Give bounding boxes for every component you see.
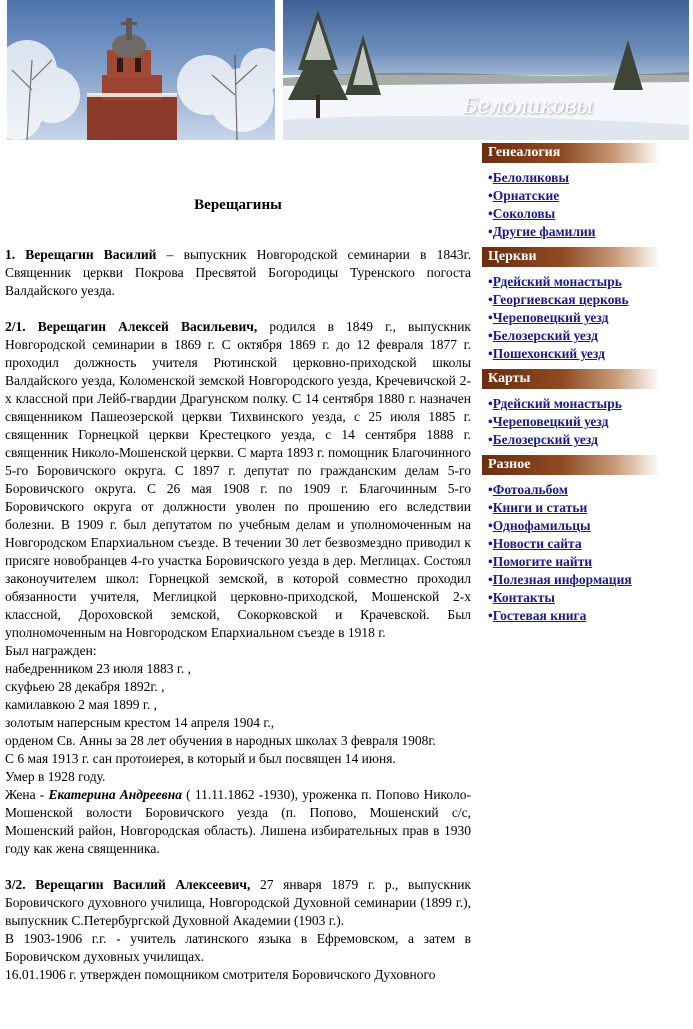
sidebar-item[interactable]: •Гостевая книга <box>488 608 587 623</box>
entry-3: 3/2. Верещагин Василий Алексеевич, 27 января 1879 г. р., выпускник Боровичского духовного училища, Новгородской Духовной семинарии (1899 г.), выпускник С.Петербургской Духовной Академии (1903 г.). <box>5 877 471 928</box>
nav-link-help-find[interactable]: Помогите найти <box>492 554 593 569</box>
ordained-text: С 6 мая 1913 г. сан протоиерея, в который и был посвящен 14 июня. <box>5 751 396 766</box>
nav-link-poshekhonye-uezd[interactable]: Пошехонский уезд <box>492 346 605 361</box>
nav-link-namesakes[interactable]: Однофамильцы <box>492 518 591 533</box>
nav-link-photo-album[interactable]: Фотоальбом <box>492 482 568 497</box>
award-item: камилавкою 2 мая 1899 г. , <box>5 697 157 712</box>
nav-link-ornatskie[interactable]: Орнатские <box>492 188 560 203</box>
main-content <box>5 196 471 984</box>
award-item: золотым наперсным крестом 14 апреля 1904 г., <box>5 715 275 730</box>
wife-name: Екатерина Андреевна <box>48 787 182 802</box>
award-item: орденом Св. Анны за 28 лет обучения в народных школах 3 февраля 1908г. <box>5 733 436 748</box>
sidebar-item[interactable]: •Новости сайта <box>488 536 582 551</box>
sidebar-item[interactable]: •Белоликовы <box>488 170 569 185</box>
died-text: Умер в 1928 году. <box>5 769 106 784</box>
awards-intro: Был награжден: <box>5 643 97 658</box>
sidebar-section-misc: Разное <box>482 455 660 475</box>
sidebar-item[interactable]: •Фотоальбом <box>488 482 568 497</box>
nav-link-map-cherepovets[interactable]: Череповецкий уезд <box>492 414 609 429</box>
sidebar-item[interactable]: •Рдейский монастырь <box>488 274 622 289</box>
sidebar-item[interactable]: •Контакты <box>488 590 555 605</box>
sidebar-item[interactable]: •Орнатские <box>488 188 560 203</box>
nav-link-contacts[interactable]: Контакты <box>492 590 555 605</box>
sidebar-section-genealogy: Генеалогия <box>482 143 660 163</box>
sidebar-item[interactable]: •Книги и статьи <box>488 500 588 515</box>
nav-link-rdeysky-monastery[interactable]: Рдейский монастырь <box>492 274 622 289</box>
sidebar-item[interactable]: •Белозерский уезд <box>488 432 598 447</box>
nav-link-useful-info[interactable]: Полезная информация <box>492 572 632 587</box>
church-winter-photo <box>7 0 275 140</box>
entry-1: 1. Верещагин Василий – выпускник Новгородской семинарии в 1843г. Священник церкви Покрова Пресвятой Богородицы Туренского погоста Валдайского уезда. <box>5 247 471 298</box>
nav-link-map-belozersk[interactable]: Белозерский уезд <box>492 432 598 447</box>
entry-1-name: 1. Верещагин Василий <box>5 247 157 262</box>
sidebar-item[interactable]: •Пошехонский уезд <box>488 346 605 361</box>
sidebar-section-churches: Церкви <box>482 247 660 267</box>
winter-landscape-photo <box>283 0 689 140</box>
entry-3-name: 3/2. Верещагин Василий Алексеевич, <box>5 877 251 892</box>
nav-link-belozersk-uezd[interactable]: Белозерский уезд <box>492 328 598 343</box>
sidebar-section-maps: Карты <box>482 369 660 389</box>
nav-link-books[interactable]: Книги и статьи <box>492 500 588 515</box>
sidebar-item[interactable]: •Рдейский монастырь <box>488 396 622 411</box>
sidebar-item[interactable]: •Череповецкий уезд <box>488 310 609 325</box>
entry-3-line: 16.01.1906 г. утвержден помощником смотрителя Боровичского Духовного <box>5 967 436 982</box>
sidebar-item[interactable]: •Череповецкий уезд <box>488 414 609 429</box>
sidebar-item[interactable]: •Белозерский уезд <box>488 328 598 343</box>
entry-2: 2/1. Верещагин Алексей Васильевич, родился в 1849 г., выпускник Новгородской семинарии в 1869 г. С октября 1869 г. до 12 февраля 1877 г. проходил должность учителя Рютинской церковно-приходской школы Валдайского уезда, Коломенской земской Новгородского уезда, Кречевичской 2-х классной при Лейб-гвардии Драгунском полку. С 14 сентября 1880 г. назначен священником Пашеозерской церкви Тихвинского уезда, с 25 июля 1885 г. священник Горнецкой церкви Крестецкого уезда, с 14 сентября 1888 г. священник Николо-Мошенской церкви. С марта 1893 г. помощник Благочинного 5-го Боровичского округа. С 1897 г. депутат по гражданским делам 5-го Боровичского округа. С 26 мая 1908 г. по 1909 г. Благочинным 5-го Боровичского округа от должности уволен по прошению его вследствии болезни. В 1909 г. был депутатом по учебным делам и уполномоченным на Новгородском Епархиальном съезде. В течении 30 лет безвозмездно приводил к присяге новобранцев 4-го участка Боровичского уезда в дер. Меглицах. Состоял законоучителем школ: Горнецкой земской, в которой совместно проходил обязанности учителя, Меглицкой церковно-приходской, Мошенской 2-х классной, Дороховской земской, Сокорковской и Крачевской. Был уполномоченным на Новгородском Епархиальном съезде в 1918 г. <box>5 319 471 640</box>
nav-link-beloliková[interactable]: Белоликовы <box>492 170 569 185</box>
wife-text: Жена - Екатерина Андреевна ( 11.11.1862 -1930), уроженка п. Попово Николо-Мошенской волости Боровичского уезда (п. Попово, Мошенский с/с, Мошенский район, Новгородская область). Лишена избирательных прав в 1930 году как жена священника. <box>5 787 471 856</box>
nav-link-georgievskaya-church[interactable]: Георгиевская церковь <box>492 292 629 307</box>
entry-2-name: 2/1. Верещагин Алексей Васильевич, <box>5 319 258 334</box>
sidebar-item[interactable]: •Георгиевская церковь <box>488 292 629 307</box>
sidebar-item[interactable]: •Другие фамилии <box>488 224 596 239</box>
nav-link-map-rdeysky[interactable]: Рдейский монастырь <box>492 396 622 411</box>
sidebar-item[interactable]: •Полезная информация <box>488 572 632 587</box>
entry-3-line: В 1903-1906 г.г. - учитель латинского языка в Ефремовском, а затем в Боровичском духовных училищах. <box>5 931 471 964</box>
nav-link-cherepovets-uezd[interactable]: Череповецкий уезд <box>492 310 609 325</box>
nav-link-other-families[interactable]: Другие фамилии <box>492 224 596 239</box>
award-item: скуфьею 28 декабря 1892г. , <box>5 679 165 694</box>
nav-link-sokolovy[interactable]: Соколовы <box>492 206 556 221</box>
sidebar-item[interactable]: •Помогите найти <box>488 554 593 569</box>
sidebar-item[interactable]: •Однофамильцы <box>488 518 591 533</box>
nav-link-news[interactable]: Новости сайта <box>492 536 582 551</box>
header-banner <box>0 0 693 140</box>
nav-link-guestbook[interactable]: Гостевая книга <box>492 608 587 623</box>
site-brand-title: Белоликовы <box>462 94 593 118</box>
sidebar-item[interactable]: •Соколовы <box>488 206 556 221</box>
award-item: набедренником 23 июля 1883 г. , <box>5 661 191 676</box>
sidebar-nav <box>482 143 693 631</box>
page-title: Верещагины <box>194 197 282 213</box>
